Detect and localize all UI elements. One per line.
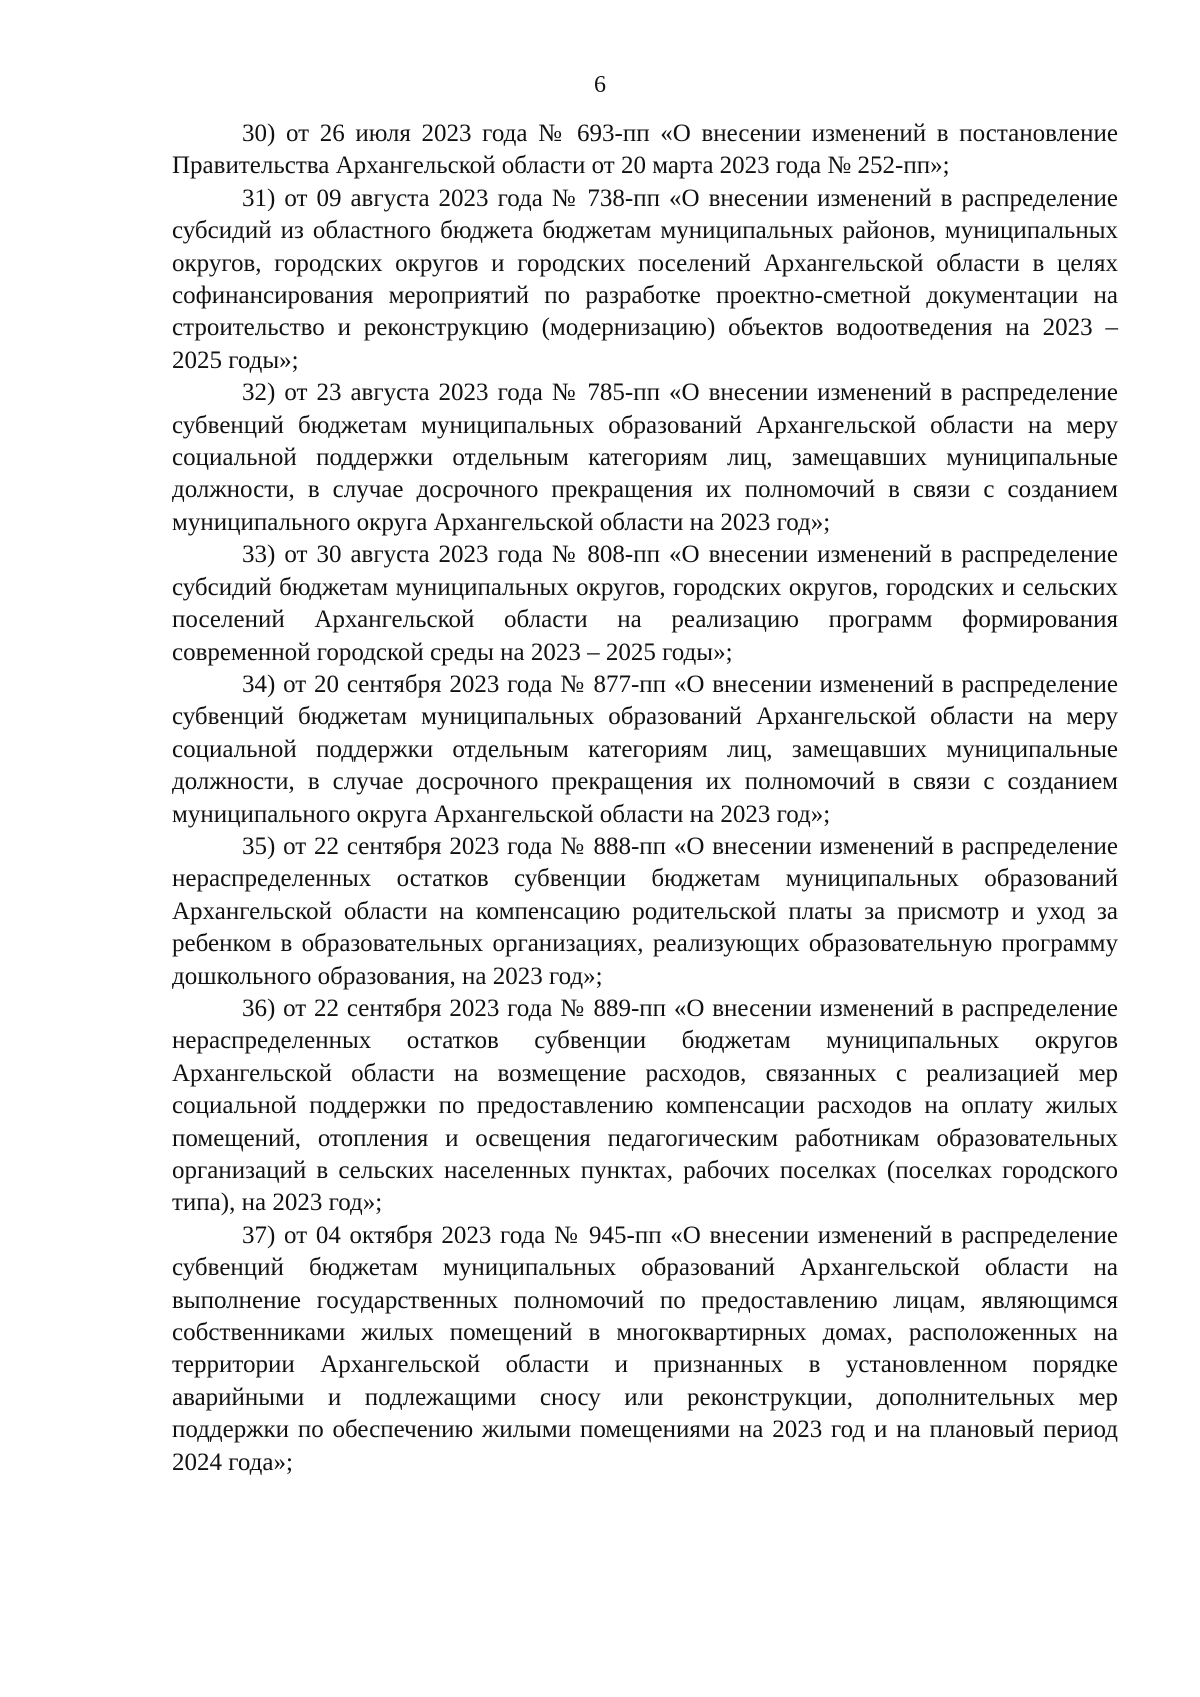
list-item-35: 35) от 22 сентября 2023 года № 888-пп «О внесении изменений в распределение нераспределенных остатков субвенции бюджетам муниципальных образований Архангельской области на компенсацию родительской платы за присмотр и уход за ребенком в образовательных организациях, реализующих образовательную программу дошкольного образования, на 2023 год»; [172, 832, 1118, 990]
page-number: 6 [594, 72, 606, 98]
list-item-36: 36) от 22 сентября 2023 года № 889-пп «О внесении изменений в распределение нераспределенных остатков субвенции бюджетам муниципальных округов Архангельской области на возмещение расходов, связанных с реализацией мер социальной поддержки по предоставлению компенсации расходов на оплату жилых помещений, отопления и освещения педагогическим работникам образовательных организаций в сельских населенных пунктах, рабочих поселках (поселках городского типа), на 2023 год»; [172, 994, 1118, 1217]
list-item-37: 37) от 04 октября 2023 года № 945-пп «О внесении изменений в распределение субвенций бюджетам муниципальных образований Архангельской области на выполнение государственных полномочий по предоставлению лицам, являющимся собственниками жилых помещений в многоквартирных домах, расположенных на территории Архангельской области и признанных в установленном порядке аварийными и подлежащими сносу или реконструкции, дополнительных мер поддержки по обеспечению жилыми помещениями на 2023 год и на плановый период 2024 года»; [172, 1221, 1118, 1476]
list-item-34: 34) от 20 сентября 2023 года № 877-пп «О внесении изменений в распределение субвенций бюджетам муниципальных образований Архангельской области на меру социальной поддержки отдельным категориям лиц, замещавших муниципальные должности, в случае досрочного прекращения их полномочий в связи с созданием муниципального округа Архангельской области на 2023 год»; [172, 670, 1118, 828]
list-item-30: 30) от 26 июля 2023 года № 693-пп «О внесении изменений в постановление Правительства Архангельской области от 20 марта 2023 года № 252-пп»; [172, 120, 1118, 180]
list-item-31: 31) от 09 августа 2023 года № 738-пп «О внесении изменений в распределение субсидий из областного бюджета бюджетам муниципальных районов, муниципальных округов, городских округов и городских поселений Архангельской области в целях софинансирования мероприятий по разработке проектно-сметной документации на строительство и реконструкцию (модернизацию) объектов водоотведения на 2023 – 2025 годы»; [172, 184, 1118, 374]
list-item-32: 32) от 23 августа 2023 года № 785-пп «О внесении изменений в распределение субвенций бюджетам муниципальных образований Архангельской области на меру социальной поддержки отдельным категориям лиц, замещавших муниципальные должности, в случае досрочного прекращения их полномочий в связи с созданием муниципального округа Архангельской области на 2023 год»; [172, 379, 1118, 536]
document-body [172, 118, 1118, 1479]
list-item-33: 33) от 30 августа 2023 года № 808-пп «О внесении изменений в распределение субсидий бюджетам муниципальных округов, городских округов, городских и сельских поселений Архангельской области на реализацию программ формирования современной городской среды на 2023 – 2025 годы»; [172, 541, 1118, 666]
